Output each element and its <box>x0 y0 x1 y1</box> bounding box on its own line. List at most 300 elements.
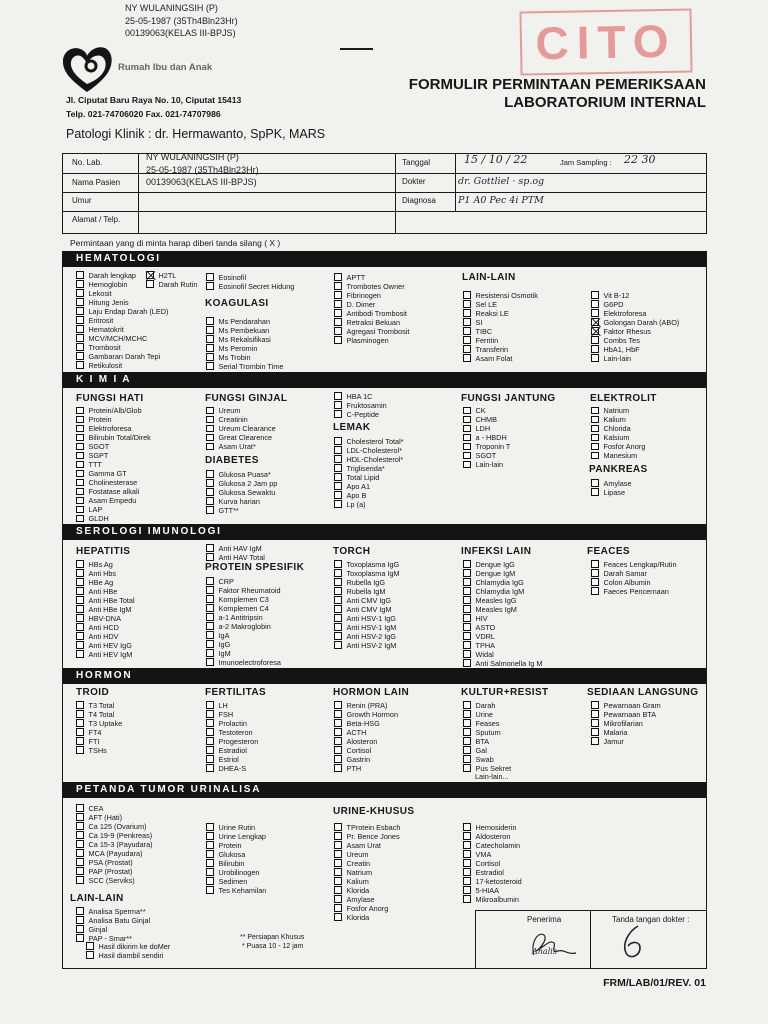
checklist-item[interactable] <box>76 469 151 478</box>
checkbox[interactable] <box>334 904 342 912</box>
checklist-item[interactable] <box>463 560 542 569</box>
checkbox[interactable] <box>206 553 214 561</box>
checkbox[interactable] <box>463 345 471 353</box>
checklist-item[interactable] <box>76 916 150 925</box>
checklist-item[interactable] <box>206 710 258 719</box>
checkbox[interactable] <box>334 318 342 326</box>
checklist-item[interactable] <box>206 877 266 886</box>
checkbox[interactable] <box>206 434 214 442</box>
checkbox[interactable] <box>591 560 599 568</box>
diagnosis-field[interactable]: P1 A0 Pec 4i PTM <box>458 195 544 206</box>
checkbox[interactable] <box>76 858 84 866</box>
checklist-item[interactable] <box>206 488 277 497</box>
checklist-item[interactable] <box>206 868 266 877</box>
checkbox[interactable] <box>463 841 471 849</box>
checkbox[interactable] <box>463 318 471 326</box>
checklist-item[interactable] <box>463 605 542 614</box>
checklist-item[interactable] <box>76 907 150 916</box>
checkbox[interactable] <box>76 813 84 821</box>
checkbox[interactable] <box>334 446 342 454</box>
checklist-item[interactable] <box>591 336 679 345</box>
checkbox[interactable] <box>76 623 84 631</box>
checkbox[interactable] <box>463 614 471 622</box>
checklist-item[interactable] <box>463 623 542 632</box>
checkbox[interactable] <box>76 916 84 924</box>
checkbox[interactable] <box>463 832 471 840</box>
checklist-item[interactable] <box>591 701 661 710</box>
checklist-item[interactable] <box>334 832 400 841</box>
checkbox[interactable] <box>206 586 214 594</box>
checklist-item[interactable] <box>206 353 283 362</box>
checklist-item[interactable] <box>206 764 258 773</box>
checklist-item[interactable] <box>76 424 151 433</box>
checkbox[interactable] <box>334 886 342 894</box>
checkbox[interactable] <box>206 719 214 727</box>
checkbox[interactable] <box>334 569 342 577</box>
checkbox[interactable] <box>463 886 471 894</box>
checkbox[interactable] <box>463 877 471 885</box>
checkbox[interactable] <box>206 488 214 496</box>
checklist-item[interactable] <box>76 614 135 623</box>
checkbox[interactable] <box>591 710 599 718</box>
checkbox[interactable] <box>76 316 84 324</box>
checklist-item[interactable] <box>206 701 258 710</box>
checkbox[interactable] <box>76 867 84 875</box>
checkbox[interactable] <box>206 649 214 657</box>
checklist-item[interactable] <box>206 649 281 658</box>
checkbox[interactable] <box>76 822 84 830</box>
checkbox[interactable] <box>206 746 214 754</box>
checklist-item[interactable] <box>463 614 542 623</box>
checklist-item[interactable] <box>76 289 168 298</box>
checklist-item[interactable] <box>463 587 542 596</box>
checklist-item[interactable] <box>463 641 542 650</box>
checkbox[interactable] <box>591 300 599 308</box>
checkbox[interactable] <box>334 336 342 344</box>
checklist-item[interactable] <box>463 318 538 327</box>
date-field[interactable]: 15 / 10 / 22 <box>464 153 528 166</box>
checkbox[interactable] <box>463 336 471 344</box>
checklist-item[interactable] <box>463 415 510 424</box>
checkbox[interactable] <box>206 622 214 630</box>
checkbox[interactable] <box>76 298 84 306</box>
checkbox[interactable] <box>86 942 94 950</box>
checkbox[interactable] <box>334 587 342 595</box>
checkbox[interactable] <box>334 746 342 754</box>
checklist-item[interactable] <box>463 877 522 886</box>
checkbox[interactable] <box>76 710 84 718</box>
checkbox[interactable] <box>334 913 342 921</box>
checkbox[interactable] <box>463 650 471 658</box>
checkbox[interactable] <box>76 434 84 442</box>
checkbox[interactable] <box>206 506 214 514</box>
checkbox[interactable] <box>76 407 84 415</box>
checklist-item[interactable] <box>591 451 645 460</box>
checklist-item[interactable] <box>206 586 281 595</box>
checklist-item[interactable] <box>591 433 645 442</box>
checklist-item[interactable] <box>76 334 168 343</box>
checkbox[interactable] <box>206 282 214 290</box>
checkbox[interactable] <box>463 895 471 903</box>
checkbox[interactable] <box>76 632 84 640</box>
checklist-item[interactable] <box>206 506 277 515</box>
checklist-item[interactable] <box>334 877 400 886</box>
checkbox[interactable] <box>76 641 84 649</box>
checklist-item[interactable] <box>206 362 283 371</box>
checklist-item[interactable] <box>206 497 277 506</box>
checkbox[interactable] <box>463 327 471 335</box>
checkbox[interactable] <box>206 416 214 424</box>
checklist-item[interactable] <box>76 460 151 469</box>
checkbox[interactable] <box>334 500 342 508</box>
checklist-item[interactable] <box>76 496 151 505</box>
checklist-item[interactable] <box>206 424 276 433</box>
checklist-item[interactable] <box>334 859 400 868</box>
checkbox[interactable] <box>463 443 471 451</box>
checklist-item[interactable] <box>206 631 281 640</box>
checklist-item[interactable] <box>334 764 398 773</box>
checkbox[interactable] <box>463 868 471 876</box>
checkbox[interactable] <box>591 569 599 577</box>
checkbox[interactable] <box>591 425 599 433</box>
checkbox[interactable] <box>76 325 84 333</box>
checklist-item[interactable] <box>206 613 281 622</box>
checkbox[interactable] <box>463 560 471 568</box>
checklist-item[interactable] <box>76 849 153 858</box>
checklist-item[interactable] <box>463 451 510 460</box>
checkbox[interactable] <box>206 728 214 736</box>
checkbox[interactable] <box>334 605 342 613</box>
checkbox[interactable] <box>206 470 214 478</box>
checkbox[interactable] <box>591 587 599 595</box>
checkbox[interactable] <box>591 443 599 451</box>
checklist-item[interactable] <box>334 578 400 587</box>
checklist-item[interactable] <box>76 804 153 813</box>
checklist-item[interactable] <box>334 868 400 877</box>
checkbox[interactable] <box>334 410 342 418</box>
checklist-item[interactable] <box>463 755 511 764</box>
checklist-item[interactable] <box>206 326 283 335</box>
checklist-item[interactable] <box>86 942 170 951</box>
checkbox[interactable] <box>76 497 84 505</box>
checkbox[interactable] <box>206 425 214 433</box>
checklist-item[interactable] <box>334 569 400 578</box>
checklist-item[interactable] <box>76 352 168 361</box>
checklist-item[interactable] <box>76 587 135 596</box>
checklist-item[interactable] <box>76 719 122 728</box>
checkbox[interactable] <box>334 473 342 481</box>
checkbox[interactable] <box>463 755 471 763</box>
checkbox[interactable] <box>334 455 342 463</box>
checklist-item[interactable] <box>463 710 511 719</box>
checklist-item[interactable] <box>334 623 400 632</box>
checkbox[interactable] <box>334 895 342 903</box>
checkbox[interactable] <box>463 859 471 867</box>
checklist-item[interactable] <box>334 587 400 596</box>
checklist-item[interactable] <box>206 841 266 850</box>
checklist-item[interactable] <box>463 823 522 832</box>
checkbox[interactable] <box>206 832 214 840</box>
checkbox[interactable] <box>76 587 84 595</box>
checkbox[interactable] <box>463 407 471 415</box>
checklist-item[interactable] <box>463 719 511 728</box>
checklist-item[interactable] <box>463 569 542 578</box>
checkbox[interactable] <box>76 578 84 586</box>
checklist-item[interactable] <box>206 317 283 326</box>
checklist-item[interactable] <box>76 840 153 849</box>
checklist-item[interactable] <box>206 832 266 841</box>
checkbox[interactable] <box>463 659 471 667</box>
checkbox[interactable] <box>206 859 214 867</box>
checkbox[interactable] <box>76 461 84 469</box>
checkbox[interactable] <box>76 352 84 360</box>
checkbox[interactable] <box>334 719 342 727</box>
checkbox[interactable] <box>76 334 84 342</box>
checklist-item[interactable] <box>463 650 542 659</box>
checklist-item[interactable] <box>206 755 258 764</box>
checkbox[interactable] <box>206 317 214 325</box>
checklist-item[interactable] <box>334 309 409 318</box>
checklist-item[interactable] <box>463 850 522 859</box>
checkbox[interactable] <box>76 443 84 451</box>
checkbox[interactable] <box>334 437 342 445</box>
checklist-item[interactable] <box>463 433 510 442</box>
checklist-item[interactable] <box>463 291 538 300</box>
checklist-item[interactable] <box>206 604 281 613</box>
checklist-item[interactable] <box>76 710 122 719</box>
checkbox[interactable] <box>463 425 471 433</box>
checklist-item[interactable] <box>591 728 661 737</box>
checkbox[interactable] <box>463 710 471 718</box>
checklist-item[interactable] <box>76 442 151 451</box>
checkbox[interactable] <box>76 596 84 604</box>
checklist-item[interactable] <box>463 737 511 746</box>
checkbox[interactable] <box>334 596 342 604</box>
checklist-item[interactable] <box>76 433 151 442</box>
checklist-item[interactable] <box>76 925 150 934</box>
checkbox[interactable] <box>591 327 599 335</box>
checkbox[interactable] <box>591 701 599 709</box>
checkbox[interactable] <box>146 280 154 288</box>
checkbox[interactable] <box>76 569 84 577</box>
checklist-item[interactable] <box>146 280 197 289</box>
checklist-item[interactable] <box>76 361 168 370</box>
checkbox[interactable] <box>591 434 599 442</box>
checkbox[interactable] <box>146 271 154 279</box>
checklist-item[interactable] <box>591 327 679 336</box>
checklist-item[interactable] <box>591 415 645 424</box>
checkbox[interactable] <box>206 353 214 361</box>
checkbox[interactable] <box>76 361 84 369</box>
checklist-item[interactable] <box>76 632 135 641</box>
checklist-item[interactable] <box>334 641 400 650</box>
checklist-item[interactable] <box>206 406 276 415</box>
checkbox[interactable] <box>463 850 471 858</box>
checkbox[interactable] <box>76 876 84 884</box>
checkbox[interactable] <box>206 886 214 894</box>
checkbox[interactable] <box>206 841 214 849</box>
checkbox[interactable] <box>206 737 214 745</box>
checkbox[interactable] <box>76 605 84 613</box>
checklist-item[interactable] <box>591 479 631 488</box>
checkbox[interactable] <box>463 569 471 577</box>
checklist-item[interactable] <box>463 596 542 605</box>
checkbox[interactable] <box>76 737 84 745</box>
checkbox[interactable] <box>334 850 342 858</box>
checklist-item[interactable] <box>334 850 400 859</box>
checkbox[interactable] <box>334 641 342 649</box>
checkbox[interactable] <box>334 491 342 499</box>
checkbox[interactable] <box>334 823 342 831</box>
checkbox[interactable] <box>591 407 599 415</box>
checkbox[interactable] <box>334 392 342 400</box>
checklist-item[interactable] <box>206 335 283 344</box>
checklist-item[interactable] <box>591 488 631 497</box>
checkbox[interactable] <box>463 300 471 308</box>
checklist-item[interactable] <box>334 823 400 832</box>
checkbox[interactable] <box>76 560 84 568</box>
checklist-item[interactable] <box>463 832 522 841</box>
checklist-item[interactable] <box>334 841 400 850</box>
checkbox[interactable] <box>463 605 471 613</box>
checkbox[interactable] <box>76 804 84 812</box>
checklist-item[interactable] <box>334 895 400 904</box>
sampling-time-field[interactable]: 22 30 <box>624 153 656 166</box>
checkbox[interactable] <box>463 291 471 299</box>
checklist-item[interactable] <box>591 737 661 746</box>
checklist-item[interactable] <box>76 415 151 424</box>
checklist-item[interactable] <box>334 500 404 509</box>
checklist-item[interactable] <box>591 719 661 728</box>
checklist-item[interactable] <box>206 442 276 451</box>
checkbox[interactable] <box>334 737 342 745</box>
checklist-item[interactable] <box>206 577 281 586</box>
checkbox[interactable] <box>76 701 84 709</box>
checkbox[interactable] <box>463 434 471 442</box>
checklist-item[interactable] <box>591 354 679 363</box>
checklist-item[interactable] <box>334 728 398 737</box>
checklist-item[interactable] <box>334 701 398 710</box>
checkbox[interactable] <box>76 840 84 848</box>
checkbox[interactable] <box>463 728 471 736</box>
checkbox[interactable] <box>206 479 214 487</box>
checklist-item[interactable] <box>76 737 122 746</box>
checkbox[interactable] <box>591 336 599 344</box>
checkbox[interactable] <box>334 273 342 281</box>
checklist-item[interactable] <box>463 728 511 737</box>
checklist-item[interactable] <box>334 291 409 300</box>
checkbox[interactable] <box>206 577 214 585</box>
checklist-item[interactable] <box>76 596 135 605</box>
checkbox[interactable] <box>206 497 214 505</box>
checklist-item[interactable] <box>463 300 538 309</box>
checklist-item[interactable] <box>334 327 409 336</box>
checklist-item[interactable] <box>206 886 266 895</box>
checkbox[interactable] <box>334 832 342 840</box>
checklist-item[interactable] <box>76 728 122 737</box>
checklist-item[interactable] <box>463 868 522 877</box>
checklist-item[interactable] <box>334 560 400 569</box>
checklist-item[interactable] <box>76 487 151 496</box>
doctor-signature[interactable] <box>612 922 656 962</box>
checklist-item[interactable] <box>463 460 510 469</box>
checkbox[interactable] <box>76 425 84 433</box>
checkbox[interactable] <box>334 560 342 568</box>
checklist-item[interactable] <box>76 451 151 460</box>
checklist-item[interactable] <box>206 728 258 737</box>
checkbox[interactable] <box>206 604 214 612</box>
checkbox[interactable] <box>334 764 342 772</box>
checklist-item[interactable] <box>334 491 404 500</box>
checklist-item[interactable] <box>76 478 151 487</box>
checkbox[interactable] <box>76 343 84 351</box>
checkbox[interactable] <box>463 737 471 745</box>
checklist-item[interactable] <box>591 710 661 719</box>
checklist-item[interactable] <box>334 446 404 455</box>
checklist-item[interactable] <box>334 886 400 895</box>
checklist-item[interactable] <box>206 273 294 282</box>
checklist-item[interactable] <box>76 813 153 822</box>
checkbox[interactable] <box>206 344 214 352</box>
checklist-item[interactable] <box>463 309 538 318</box>
checkbox[interactable] <box>591 416 599 424</box>
checklist-item[interactable] <box>591 406 645 415</box>
checklist-item[interactable] <box>334 464 404 473</box>
checklist-item[interactable] <box>334 719 398 728</box>
checkbox[interactable] <box>591 354 599 362</box>
checkbox[interactable] <box>591 737 599 745</box>
checklist-item[interactable] <box>334 904 400 913</box>
checkbox[interactable] <box>334 327 342 335</box>
checklist-item[interactable] <box>76 298 168 307</box>
checklist-item[interactable] <box>463 345 538 354</box>
checkbox[interactable] <box>591 318 599 326</box>
checklist-item[interactable] <box>334 336 409 345</box>
checkbox[interactable] <box>334 859 342 867</box>
checklist-item[interactable] <box>591 345 679 354</box>
checklist-item[interactable] <box>76 325 168 334</box>
checklist-item[interactable] <box>334 437 404 446</box>
checklist-item[interactable] <box>591 291 679 300</box>
checkbox[interactable] <box>591 309 599 317</box>
checklist-item[interactable] <box>591 424 645 433</box>
checkbox[interactable] <box>76 479 84 487</box>
checkbox[interactable] <box>206 658 214 666</box>
checklist-item[interactable] <box>591 587 677 596</box>
checklist-item[interactable] <box>334 632 400 641</box>
checkbox[interactable] <box>206 443 214 451</box>
checkbox[interactable] <box>463 823 471 831</box>
checkbox[interactable] <box>334 755 342 763</box>
checkbox[interactable] <box>76 470 84 478</box>
checkbox[interactable] <box>334 614 342 622</box>
checklist-item[interactable] <box>334 614 400 623</box>
checkbox[interactable] <box>463 309 471 317</box>
checkbox[interactable] <box>463 596 471 604</box>
checkbox[interactable] <box>334 868 342 876</box>
checkbox[interactable] <box>463 452 471 460</box>
checklist-item[interactable] <box>334 392 387 401</box>
checkbox[interactable] <box>591 479 599 487</box>
checklist-item[interactable] <box>206 859 266 868</box>
checklist-item[interactable] <box>334 482 404 491</box>
checklist-item[interactable] <box>334 755 398 764</box>
checkbox[interactable] <box>76 746 84 754</box>
checklist-item[interactable] <box>463 632 542 641</box>
checkbox[interactable] <box>463 587 471 595</box>
checkbox[interactable] <box>76 416 84 424</box>
checkbox[interactable] <box>206 595 214 603</box>
